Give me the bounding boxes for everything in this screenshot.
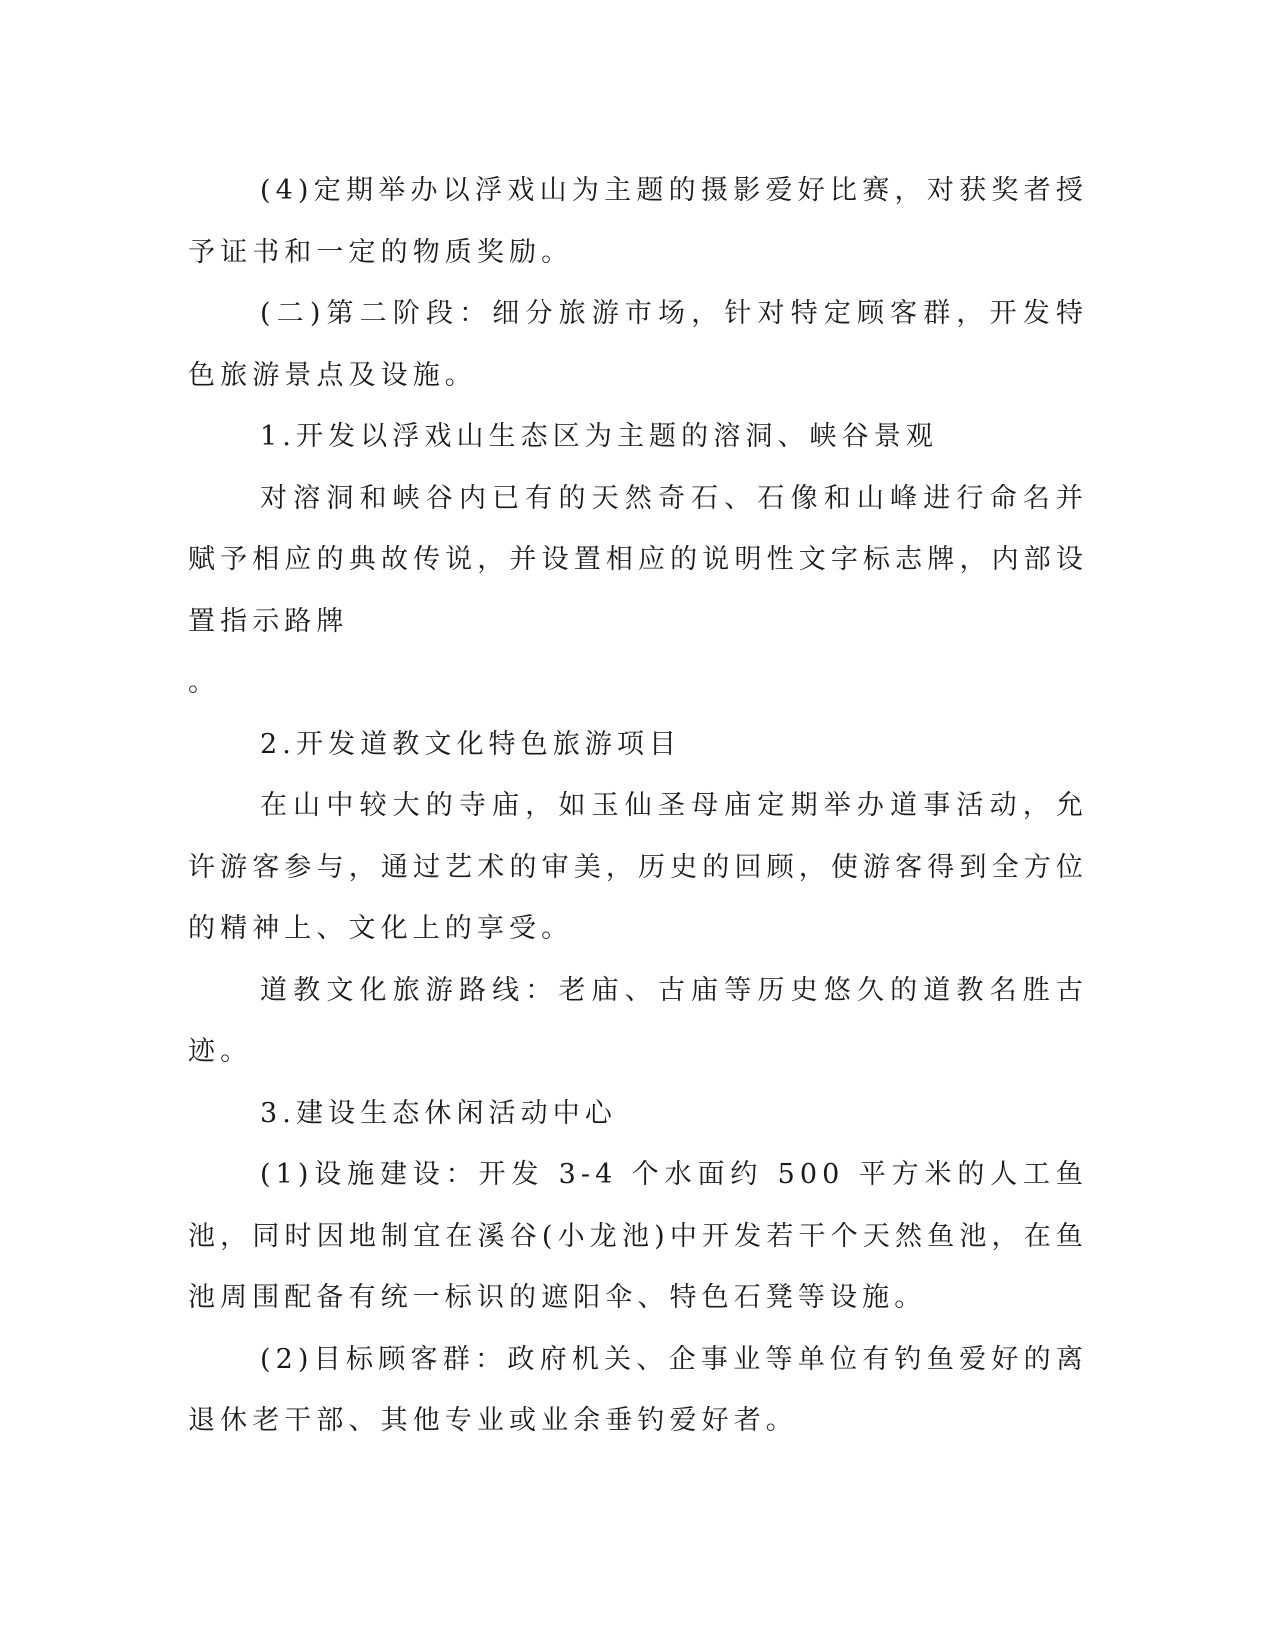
heading-leisure-center: 3.建设生态休闲活动中心 — [260, 1097, 617, 1129]
paragraph-phase-two: (二)第二阶段：细分旅游市场，针对特定顾客群，开发特色旅游景点及设施。 — [188, 298, 1088, 391]
paragraph-temple-activities: 在山中较大的寺庙，如玉仙圣母庙定期举办道事活动，允许游客参与，通过艺术的审美，历史的回顾，使游客得到全方位的精神上、文化上的享受。 — [188, 790, 1088, 944]
paragraph-facilities: (1)设施建设：开发 3-4 个水面约 500 平方米的人工鱼池，同时因地制宜在溪谷(小龙池)中开发若干个天然鱼池，在鱼池周围配备有统一标识的遮阳伞、特色石凳等设施。 — [188, 1159, 1088, 1313]
document-body — [188, 160, 1088, 1452]
paragraph-photo-contest: (4)定期举办以浮戏山为主题的摄影爱好比赛，对获奖者授予证书和一定的物质奖励。 — [188, 175, 1088, 268]
heading-karst-canyon: 1.开发以浮戏山生态区为主题的溶洞、峡谷景观 — [260, 421, 938, 452]
paragraph-naming-signage: 对溶洞和峡谷内已有的天然奇石、石像和山峰进行命名并赋予相应的典故传说，并设置相应的说明性文字标志牌，内部设置指示路牌 — [188, 482, 1088, 637]
heading-taoist-culture: 2.开发道教文化特色旅游项目 — [260, 728, 682, 760]
paragraph-target-customers: (2)目标顾客群：政府机关、企事业等单位有钓鱼爱好的离退休老干部、其他专业或业余垂钓爱好者。 — [188, 1343, 1088, 1436]
paragraph-orphan-period: 。 — [188, 667, 221, 698]
paragraph-taoist-route: 道教文化旅游路线：老庙、古庙等历史悠久的道教名胜古迹。 — [188, 974, 1088, 1067]
